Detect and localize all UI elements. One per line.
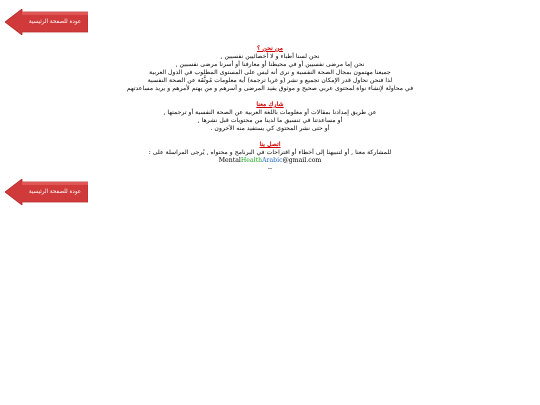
participate-line: أو مساعدتنا في تنسيق ما لدينا من محتويات قبل نشرها , xyxy=(197,117,343,124)
email-part: Health xyxy=(240,157,263,164)
back-button-label: عودة للصفحة الرئيسية xyxy=(28,189,82,195)
back-to-home-button[interactable] xyxy=(5,179,88,205)
participate-heading: شارك معنا xyxy=(256,101,284,108)
email-part: @gmail.com xyxy=(282,157,322,164)
contact-trailer: -- xyxy=(267,165,273,172)
contact-email-link[interactable] xyxy=(90,157,450,165)
participate-line: عن طريق إمدادنا بمقالات أو معلومات باللغة العربية عن الصحة النفسية أو ترجمتها , xyxy=(163,109,377,116)
about-line: نحن إما مرضى نفسيين أو في محيطنا أو معارفنا أو أسرنا مرضى نفسيين , xyxy=(175,61,365,68)
email-part: Arabic xyxy=(262,157,283,164)
about-heading: من نحن ؟ xyxy=(256,45,284,52)
main-content xyxy=(90,45,450,173)
participate-line: أو حتى نشر المحتوى كي يستفيد منه الآخرون . xyxy=(210,125,330,132)
section-gap xyxy=(90,93,450,101)
back-button-label: عودة للصفحة الرئيسية xyxy=(28,19,82,25)
about-line: في محاولة لإنشاء نواة لمحتوى عربي صحيح و موثوق يفيد المرضى و أسرهم و من يهتم لأمرهم و يريد مساعدتهم xyxy=(126,85,414,92)
about-line: نحن لسنا أطباء و لا أخصائيين نفسيين , xyxy=(220,53,320,60)
email-part: Mental xyxy=(218,157,241,164)
about-line: لذا فنحن نحاول قدر الإمكان تجميع و نشر (و غربا ترجمة) أية معلومات مُوثَّقَة عن الصحة النفسية xyxy=(147,77,393,84)
contact-line: للمشاركة معنا , أو لتنبيهنا إلى أخطاء أو اقتراحات في البرنامج و محتواه , يُرجى المراسلة على : xyxy=(148,149,392,156)
section-gap xyxy=(90,133,450,141)
about-line: جميعنا مهتمون بمجال الصحة النفسية و نرى أنه ليس على المستوى المطلوب في الدول العربية xyxy=(149,69,391,76)
contact-heading: اتصل بنا xyxy=(259,141,281,148)
back-to-home-button[interactable] xyxy=(5,9,88,35)
